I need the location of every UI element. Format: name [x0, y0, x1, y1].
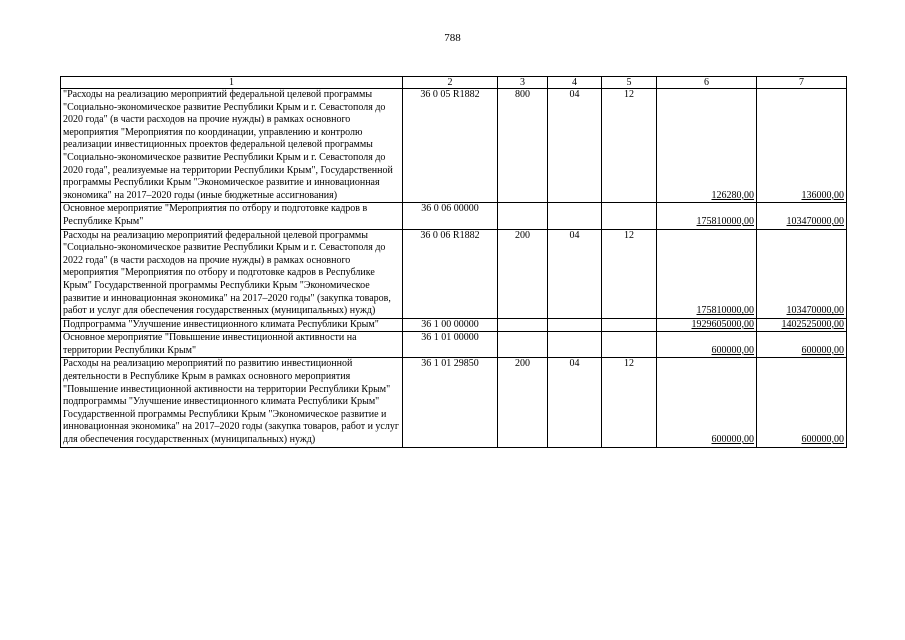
row-target-article-code: 36 0 06 00000 [403, 203, 498, 229]
row-expense-type [498, 318, 548, 332]
row-amount-col7: 600000,00 [757, 332, 847, 358]
header-cell: 7 [757, 77, 847, 89]
header-cell: 1 [61, 77, 403, 89]
budget-table [60, 76, 847, 448]
row-subsection: 12 [602, 229, 657, 318]
row-expense-type [498, 203, 548, 229]
row-section [548, 318, 602, 332]
row-amount-col6: 175810000,00 [657, 229, 757, 318]
page-number: 788 [444, 32, 461, 44]
row-subsection [602, 332, 657, 358]
row-subsection [602, 203, 657, 229]
row-amount-col7: 103470000,00 [757, 203, 847, 229]
row-subsection: 12 [602, 358, 657, 447]
table-header-row [61, 77, 847, 89]
table-row [61, 332, 847, 358]
row-expense-type [498, 332, 548, 358]
row-section: 04 [548, 358, 602, 447]
row-description: Основное мероприятие "Мероприятия по отбору и подготовке кадров в Республике Крым" [61, 203, 403, 229]
row-description: Расходы на реализацию мероприятий по развитию инвестиционной деятельности в Республике Крым в рамках основного мероприятия "Повышение инвестиционной активности на территории Республики Крым" подпрограммы "Улучшение инвестиционного климата Республики Крым" Государственной программы Республики Крым "Экономическое развитие и инновационная экономика" на 2017–2020 годы (закупка товаров, работ и услуг для обеспечения государственных (муниципальных) нужд) [61, 358, 403, 447]
row-section: 04 [548, 229, 602, 318]
row-expense-type: 200 [498, 358, 548, 447]
row-description: Расходы на реализацию мероприятий федеральной целевой программы "Социально-экономическое развитие Республики Крым и г. Севастополя до 2022 года" (в части расходов на прочие нужды) в рамках основного мероприятия "Мероприятия по отбору и подготовке кадров в Республике Крым" Государственной программы Республики Крым "Экономическое развитие и инновационная экономика" на 2017–2020 годы" (закупка товаров, работ и услуг для обеспечения государственных (муниципальных) нужд) [61, 229, 403, 318]
row-target-article-code: 36 1 00 00000 [403, 318, 498, 332]
header-cell: 5 [602, 77, 657, 89]
row-amount-col7: 600000,00 [757, 358, 847, 447]
header-cell: 3 [498, 77, 548, 89]
header-cell: 2 [403, 77, 498, 89]
row-amount-col7: 136000,00 [757, 89, 847, 203]
row-section [548, 332, 602, 358]
row-target-article-code: 36 1 01 29850 [403, 358, 498, 447]
row-description: "Расходы на реализацию мероприятий федеральной целевой программы "Социально-экономическое развитие Республики Крым и г. Севастополя до 2020 года" (в части расходов на прочие нужды) в рамках основного мероприятия "Мероприятия по координации, управлению и контролю реализации инвестиционных проектов федеральной целевой программы "Социально-экономическое развитие Республики Крым и г. Севастополя до 2020 года", реализуемые на территории Республики Крым", Государственной программы Республики Крым "Экономическое развитие и инновационная экономика" на 2017–2020 годы (иные бюджетные ассигнования) [61, 89, 403, 203]
table-row [61, 318, 847, 332]
row-description: Подпрограмма "Улучшение инвестиционного климата Республики Крым" [61, 318, 403, 332]
row-description: Основное мероприятие "Повышение инвестиционной активности на территории Республики Крым" [61, 332, 403, 358]
row-target-article-code: 36 0 06 R1882 [403, 229, 498, 318]
row-section: 04 [548, 89, 602, 203]
row-target-article-code: 36 0 05 R1882 [403, 89, 498, 203]
row-expense-type: 800 [498, 89, 548, 203]
row-target-article-code: 36 1 01 00000 [403, 332, 498, 358]
table-row [61, 203, 847, 229]
row-amount-col6: 600000,00 [657, 358, 757, 447]
header-cell: 6 [657, 77, 757, 89]
table-row [61, 229, 847, 318]
row-amount-col6: 600000,00 [657, 332, 757, 358]
header-cell: 4 [548, 77, 602, 89]
row-amount-col6: 126280,00 [657, 89, 757, 203]
table-row [61, 89, 847, 203]
row-subsection [602, 318, 657, 332]
table-row [61, 358, 847, 447]
row-amount-col7: 1402525000,00 [757, 318, 847, 332]
row-amount-col6: 175810000,00 [657, 203, 757, 229]
row-subsection: 12 [602, 89, 657, 203]
row-section [548, 203, 602, 229]
row-amount-col7: 103470000,00 [757, 229, 847, 318]
row-amount-col6: 1929605000,00 [657, 318, 757, 332]
row-expense-type: 200 [498, 229, 548, 318]
